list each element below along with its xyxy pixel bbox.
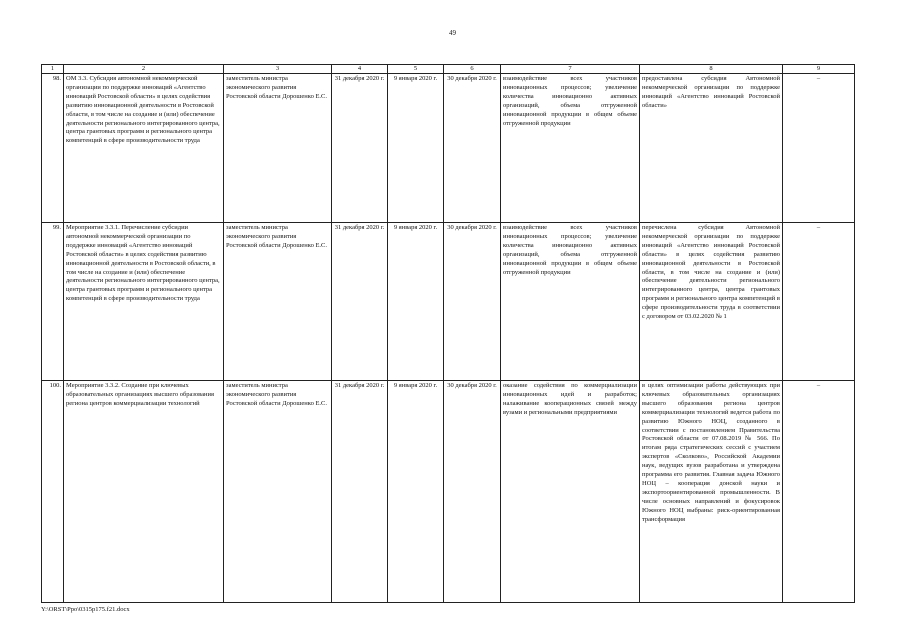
- activity-name: Мероприятие 3.3.1. Перечисление субсидии автономной некоммерческой организации по поддержке инноваций «Агентство инноваций Ростовской области» в целях содействия развитию инновационной деятельности в Ростовской области, в том числе на создание и (или) обеспечение деятельности регионального интегрированного центра, центра грантовых программ и регионального центра компетенций в сфере производительности труда: [64, 223, 224, 381]
- expected-result: взаимодействие всех участников инновационных процессов; увеличение количества инновационно активных организаций, объема отгруженной инновационной продукции в общем объеме отгруженной продукции: [501, 74, 640, 223]
- header-cell: 1: [42, 65, 64, 74]
- actual-result: предоставлена субсидия Автономной некоммерческой организации по поддержке инноваций «Агентство инноваций Ростовской области»: [640, 74, 783, 223]
- note: –: [783, 223, 855, 381]
- actual-end: 30 декабря 2020 г.: [444, 223, 501, 381]
- page-number: 49: [449, 29, 456, 37]
- row-number: 100.: [42, 381, 64, 603]
- actual-result: перечислена субсидия Автономной некоммерческой организации по поддержке инноваций «Агентство инноваций Ростовской области» в целях содействия развитию инновационной деятельности в Ростовской области, в том числе на создание и (или) обеспечение деятельности регионального интегрированного центра, центра грантовых программ и регионального центра компетенций в сфере производительности труда в соответствии с договором от 03.02.2020 № 1: [640, 223, 783, 381]
- actual-start: 9 января 2020 г.: [388, 74, 444, 223]
- table-row: [42, 223, 855, 381]
- report-table: [41, 64, 855, 603]
- responsible: заместитель министра экономического развития Ростовской области Дорошенко Е.С.: [224, 381, 332, 603]
- footer-file-path: Y:\ORST\Ppo\0315p175.f21.docx: [41, 606, 130, 613]
- note: –: [783, 74, 855, 223]
- activity-name: ОМ 3.3. Субсидия автономной некоммерческой организации по поддержке инноваций «Агентство инноваций Ростовской области» в целях содействия развитию инновационной деятельности в Ростовской области, в том числе на создание и (или) обеспечение деятельности регионального интегрированного центра, центра грантовых программ и регионального центра компетенций в сфере производительности труда: [64, 74, 224, 223]
- header-cell: 7: [501, 65, 640, 74]
- actual-start: 9 января 2020 г.: [388, 381, 444, 603]
- header-cell: 2: [64, 65, 224, 74]
- planned-date: 31 декабря 2020 г.: [332, 223, 388, 381]
- header-cell: 8: [640, 65, 783, 74]
- expected-result: оказание содействия по коммерциализации инновационных идей и разработок; налаживание кооперационных связей между вузами и региональными предприятиями: [501, 381, 640, 603]
- header-cell: 6: [444, 65, 501, 74]
- responsible: заместитель министра экономического развития Ростовской области Дорошенко Е.С.: [224, 223, 332, 381]
- row-number: 98.: [42, 74, 64, 223]
- planned-date: 31 декабря 2020 г.: [332, 381, 388, 603]
- row-number: 99.: [42, 223, 64, 381]
- note: –: [783, 381, 855, 603]
- header-cell: 5: [388, 65, 444, 74]
- expected-result: взаимодействие всех участников инновационных процессов; увеличение количества инновационно активных организаций, объема отгруженной инновационной продукции в общем объеме отгруженной продукции: [501, 223, 640, 381]
- actual-end: 30 декабря 2020 г.: [444, 381, 501, 603]
- header-cell: 4: [332, 65, 388, 74]
- table-row: [42, 74, 855, 223]
- table-row: [42, 381, 855, 603]
- actual-end: 30 декабря 2020 г.: [444, 74, 501, 223]
- actual-result: в целях оптимизации работы действующих при ключевых образовательных организациях высшего образования региона центров коммерциализации технологий ведется работа по развитию Южного НОЦ, созданного в соответствии с постановлением Правительства Ростовской области от 07.08.2019 № 566. По итогам ряда стратегических сессий с участием экспертов «Сколково», Российской Академии наук, ведущих вузов разработана и утверждена программа его развития. Главная задача Южного НОЦ – кооперация донской науки и экспортоориентированной промышленности. В числе основных направлений и фокусировок Южного НОЦ выбраны: риск-ориентированная трансформация: [640, 381, 783, 603]
- header-row: [42, 65, 855, 74]
- header-cell: 3: [224, 65, 332, 74]
- header-cell: 9: [783, 65, 855, 74]
- planned-date: 31 декабря 2020 г.: [332, 74, 388, 223]
- actual-start: 9 января 2020 г.: [388, 223, 444, 381]
- activity-name: Мероприятие 3.3.2. Создание при ключевых образовательных организациях высшего образования региона центров коммерциализации технологий: [64, 381, 224, 603]
- responsible: заместитель министра экономического развития Ростовской области Дорошенко Е.С.: [224, 74, 332, 223]
